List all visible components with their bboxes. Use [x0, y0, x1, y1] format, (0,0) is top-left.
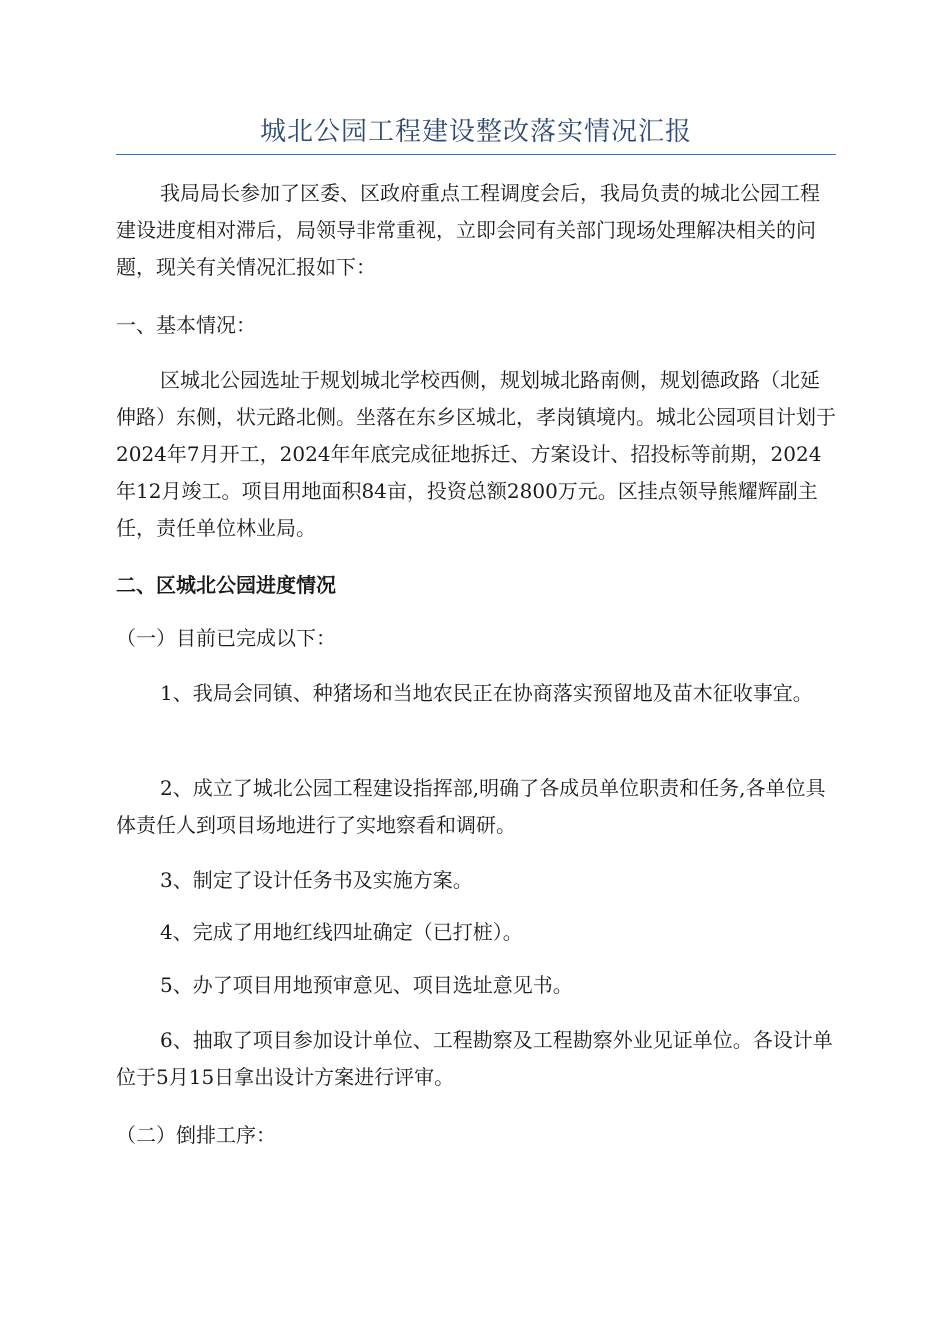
section1-body: 区城北公园选址于规划城北学校西侧，规划城北路南侧，规划德政路（北延伸路）东侧，状元路北侧。坐落在东乡区城北，孝岗镇境内。城北公园项目计划于2024年7月开工，2024年年底完成征地拆迁、方案设计、招投标等前期，2024年12月竣工。项目用地面积84亩，投资总额2800万元。区挂点领导熊耀辉副主任，责任单位林业局。 [116, 368, 836, 540]
subsection2-heading: （二）倒排工序： [116, 1123, 276, 1147]
list-item: 1、我局会同镇、种猪场和当地农民正在协商落实预留地及苗木征收事宜。 [160, 681, 813, 705]
document-title: 城北公园工程建设整改落实情况汇报 [259, 117, 692, 147]
list-item: 2、成立了城北公园工程建设指挥部,明确了各成员单位职责和任务,各单位具体责任人到项目场地进行了实地察看和调研。 [116, 776, 826, 837]
list-item: 4、完成了用地红线四址确定（已打桩）。 [160, 920, 523, 944]
list-item: 3、制定了设计任务书及实施方案。 [160, 868, 473, 892]
section2-heading: 二、区城北公园进度情况 [116, 573, 336, 597]
section1-heading: 一、基本情况： [116, 313, 256, 337]
subsection1-heading: （一）目前已完成以下： [116, 626, 336, 650]
title-underline [116, 154, 836, 155]
list-item: 5、办了项目用地预审意见、项目选址意见书。 [160, 973, 573, 997]
list-item: 6、抽取了项目参加设计单位、工程勘察及工程勘察外业见证单位。各设计单位于5月15日拿出设计方案进行评审。 [116, 1028, 833, 1089]
intro-paragraph: 我局局长参加了区委、区政府重点工程调度会后，我局负责的城北公园工程建设进度相对滞后，局领导非常重视，立即会同有关部门现场处理解决相关的问题，现关有关情况汇报如下： [116, 181, 820, 279]
